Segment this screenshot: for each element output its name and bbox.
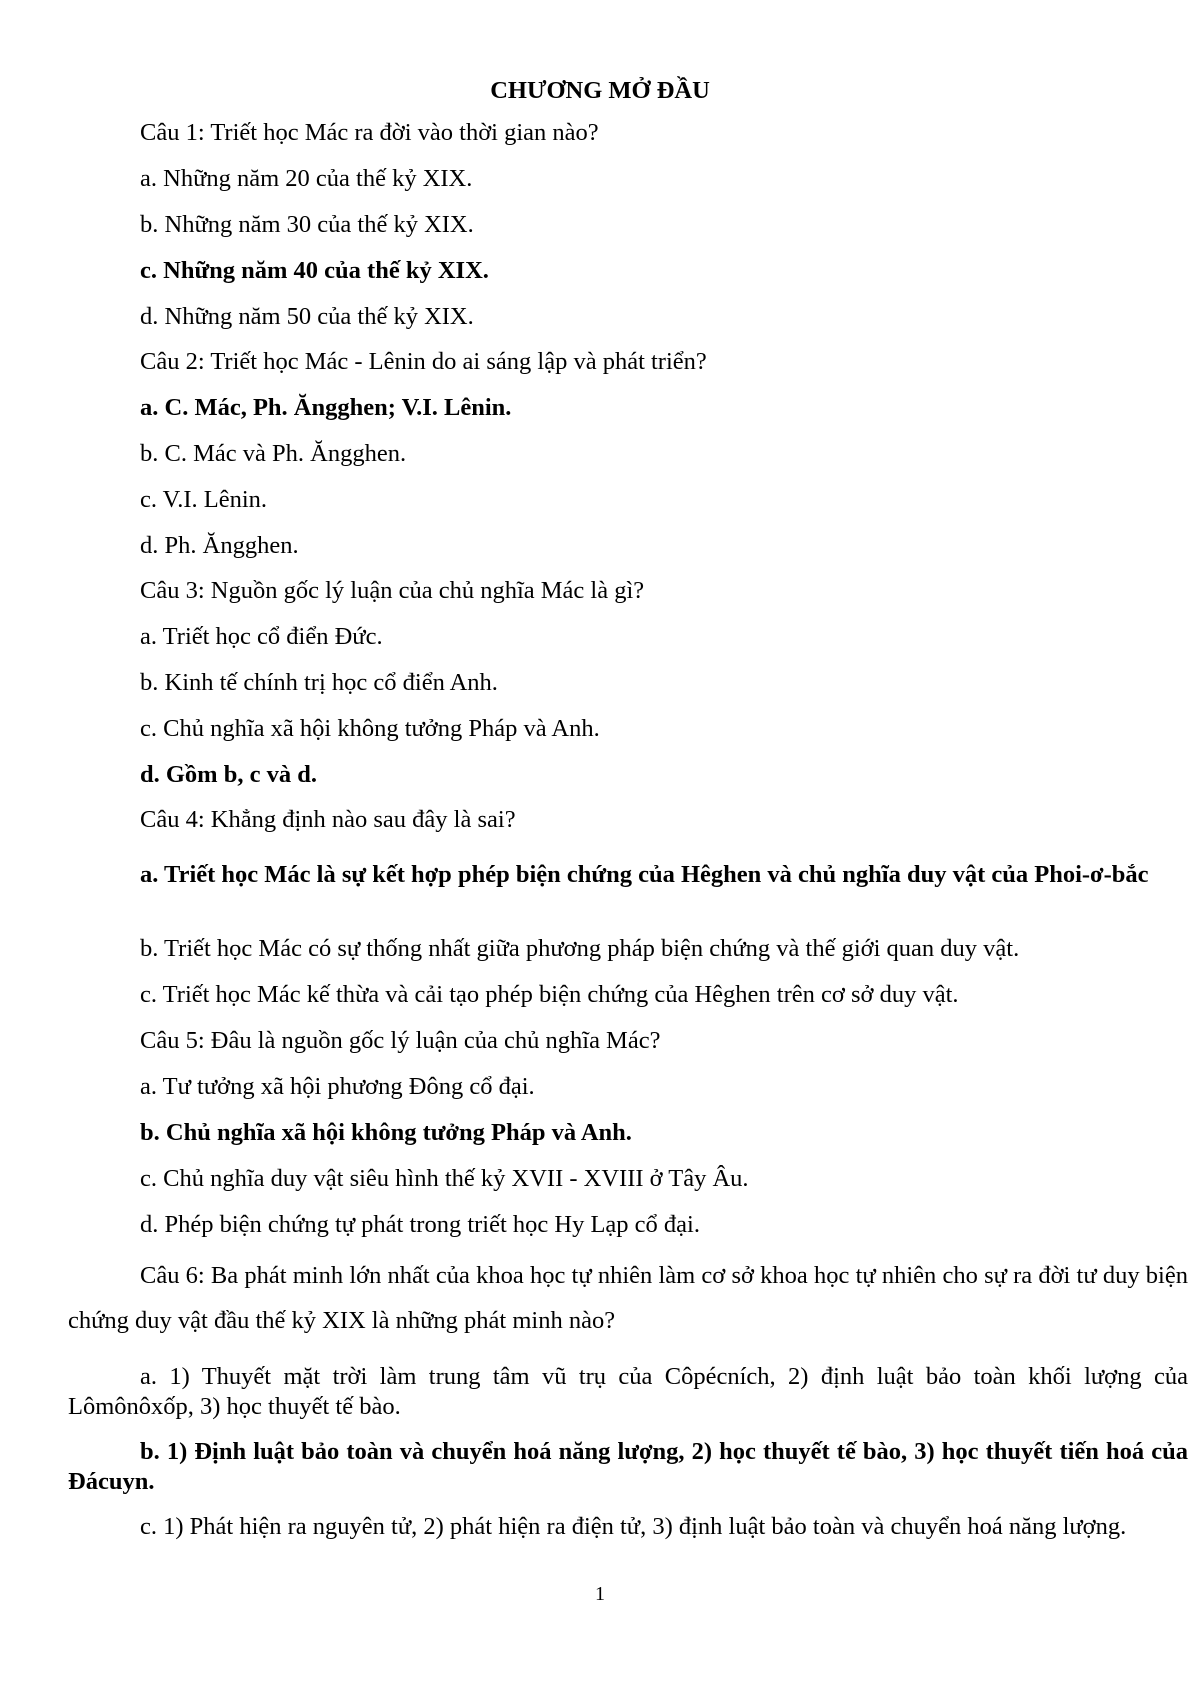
question-4-option-c: c. Triết học Mác kế thừa và cải tạo phép biện chứng của Hêghen trên cơ sở duy vật.	[140, 981, 959, 1008]
question-5: Câu 5: Đâu là nguồn gốc lý luận của chủ nghĩa Mác?	[140, 1027, 661, 1054]
page-number: 1	[595, 1583, 605, 1605]
question-2-option-c: c. V.I. Lênin.	[140, 486, 268, 513]
question-1-option-d: d. Những năm 50 của thế kỷ XIX.	[140, 303, 474, 330]
question-6-option-a: a. 1) Thuyết mặt trời làm trung tâm vũ trụ của Côpécních, 2) định luật bảo toàn khối lượng của Lômônôxốp, 3) học thuyết tế bào.	[68, 1363, 1188, 1420]
question-3-option-d-answer: d. Gồm b, c và d.	[140, 761, 317, 788]
question-4-option-b: b. Triết học Mác có sự thống nhất giữa phương pháp biện chứng và thế giới quan duy vật.	[140, 935, 1020, 962]
question-5-option-b-answer: b. Chủ nghĩa xã hội không tưởng Pháp và Anh.	[140, 1119, 632, 1146]
question-6: Câu 6: Ba phát minh lớn nhất của khoa học tự nhiên làm cơ sở khoa học tự nhiên cho sự ra đời tư duy biện chứng duy vật đầu thế kỷ XIX là những phát minh nào?	[68, 1262, 1188, 1334]
question-5-option-d: d. Phép biện chứng tự phát trong triết học Hy Lạp cổ đại.	[140, 1211, 700, 1238]
question-3-option-b: b. Kinh tế chính trị học cổ điển Anh.	[140, 669, 498, 696]
question-1-option-c-answer: c. Những năm 40 của thế kỷ XIX.	[140, 257, 489, 284]
question-6-option-c: c. 1) Phát hiện ra nguyên tử, 2) phát hiện ra điện tử, 3) định luật bảo toàn và chuyển hoá năng lượng.	[140, 1513, 1127, 1540]
question-2-option-b: b. C. Mác và Ph. Ăngghen.	[140, 440, 407, 467]
question-4-option-a-answer: a. Triết học Mác là sự kết hợp phép biện chứng của Hêghen và chủ nghĩa duy vật của Phoi-ơ-bắc	[140, 861, 1149, 888]
question-1-option-b: b. Những năm 30 của thế kỷ XIX.	[140, 211, 474, 238]
question-4: Câu 4: Khẳng định nào sau đây là sai?	[140, 806, 516, 833]
question-2: Câu 2: Triết học Mác - Lênin do ai sáng lập và phát triển?	[140, 348, 707, 375]
question-3-option-c: c. Chủ nghĩa xã hội không tưởng Pháp và Anh.	[140, 715, 600, 742]
question-2-option-a-answer: a. C. Mác, Ph. Ăngghen; V.I. Lênin.	[140, 394, 512, 421]
question-6-option-b-answer: b. 1) Định luật bảo toàn và chuyển hoá năng lượng, 2) học thuyết tế bào, 3) học thuyết tiến hoá của Đácuyn.	[68, 1438, 1188, 1495]
question-1-option-a: a. Những năm 20 của thế kỷ XIX.	[140, 165, 473, 192]
chapter-title: CHƯƠNG MỞ ĐẦU	[490, 77, 710, 104]
question-5-option-c: c. Chủ nghĩa duy vật siêu hình thế kỷ XVII - XVIII ở Tây Âu.	[140, 1165, 749, 1192]
question-5-option-a: a. Tư tưởng xã hội phương Đông cổ đại.	[140, 1073, 535, 1100]
question-3: Câu 3: Nguồn gốc lý luận của chủ nghĩa Mác là gì?	[140, 577, 645, 604]
question-3-option-a: a. Triết học cổ điển Đức.	[140, 623, 383, 650]
question-2-option-d: d. Ph. Ăngghen.	[140, 532, 299, 559]
question-1: Câu 1: Triết học Mác ra đời vào thời gian nào?	[140, 119, 599, 146]
